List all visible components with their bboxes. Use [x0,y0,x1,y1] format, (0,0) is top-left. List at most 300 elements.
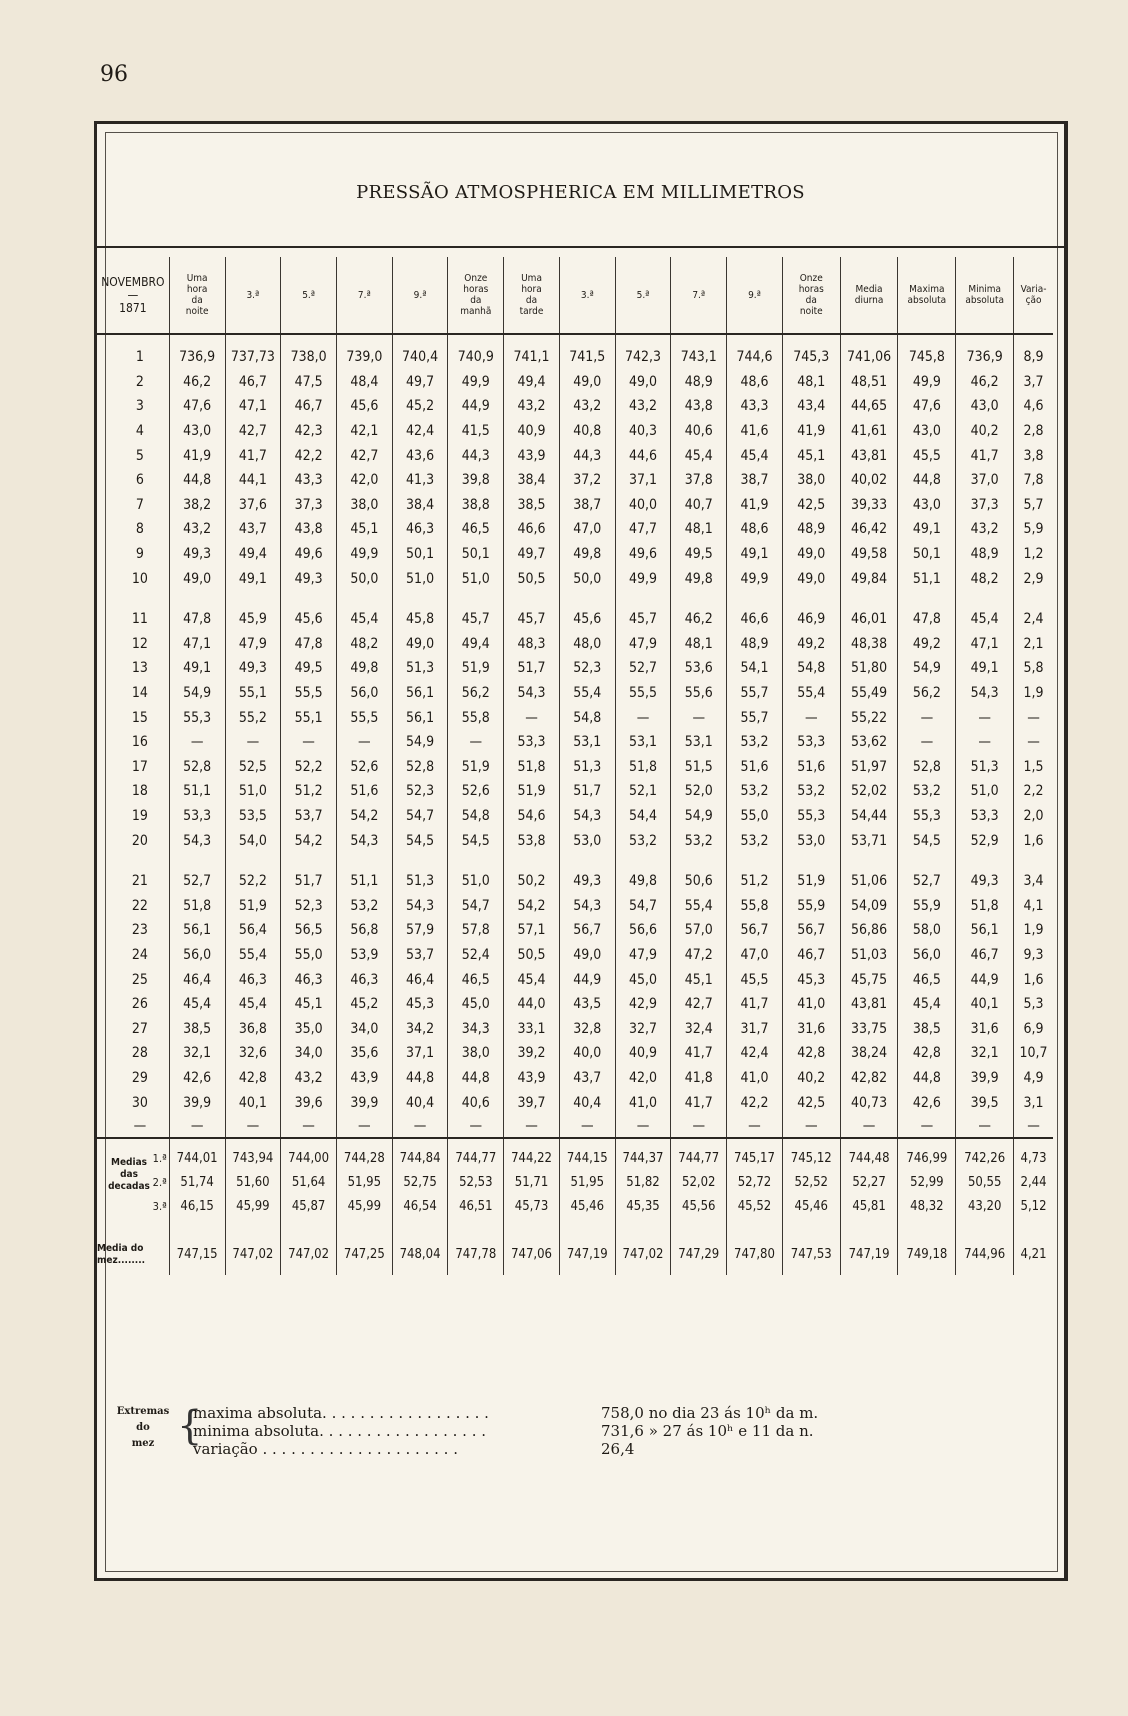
table-cell: 51,2 [727,869,783,894]
spacer-row [97,591,1053,607]
table-cell: 43,8 [281,517,337,542]
table-cell: 42,4 [392,419,448,444]
table-cell: 44,8 [392,1066,448,1091]
table-cell: 48,6 [727,517,783,542]
table-cell: 43,9 [504,443,560,468]
table-cell: 53,2 [727,730,783,755]
column-header: 9.ª [392,257,448,334]
table-cell: 7,8 [1014,468,1053,493]
table-cell: 4,73 [1014,1147,1053,1171]
table-cell: 40,0 [559,1041,615,1066]
table-row [97,345,1053,370]
table-cell: 56,7 [782,918,840,943]
table-cell: 40,02 [840,468,898,493]
table-cell: 51,8 [956,893,1014,918]
table-cell: 55,1 [225,681,281,706]
table-cell: 44,0 [504,992,560,1017]
table-cell: 56,1 [392,705,448,730]
table-cell: 51,3 [392,656,448,681]
table-cell: 53,8 [504,828,560,853]
table-cell: 46,54 [392,1195,448,1219]
table-cell: 749,18 [898,1235,956,1275]
table-cell: 40,4 [392,1090,448,1115]
table-cell: 6,9 [1014,1016,1053,1041]
table-cell: 38,0 [448,1041,504,1066]
row-label: 7 [135,496,144,513]
table-cell: 745,3 [782,345,840,370]
table-cell: 45,0 [615,967,671,992]
table-cell: 31,6 [956,1016,1014,1041]
table-cell: 41,0 [782,992,840,1017]
table-cell: 54,3 [336,828,392,853]
table-cell: 42,0 [336,468,392,493]
table-cell: 53,2 [727,828,783,853]
table-cell: — [169,730,225,755]
table-row [97,419,1053,444]
table-row [97,517,1053,542]
table-cell: 52,9 [956,828,1014,853]
table-cell: 38,0 [336,493,392,518]
table-cell: 50,1 [898,542,956,567]
table-cell: 55,1 [281,705,337,730]
table-cell: 52,2 [281,755,337,780]
table-cell: 51,60 [225,1171,281,1195]
table-cell: 2,4 [1014,607,1053,632]
table-cell: 1,9 [1014,681,1053,706]
table-cell: 1,6 [1014,967,1053,992]
row-label: 28 [131,1045,148,1062]
table-cell: 52,3 [559,656,615,681]
table-cell: 39,9 [956,1066,1014,1091]
table-cell: 5,8 [1014,656,1053,681]
row-label: 3.ª [152,1200,167,1214]
table-cell: 45,2 [336,992,392,1017]
table-row [97,918,1053,943]
table-cell: 53,62 [840,730,898,755]
table-cell: 746,99 [898,1147,956,1171]
table-cell: 32,4 [671,1016,727,1041]
row-label: 3 [135,398,144,415]
table-cell: 35,0 [281,1016,337,1041]
table-cell: 744,84 [392,1147,448,1171]
table-cell: 53,2 [336,893,392,918]
table-cell: 52,7 [898,869,956,894]
row-label: 18 [131,783,148,800]
table-cell: 54,0 [225,828,281,853]
table-cell: 52,75 [392,1171,448,1195]
table-cell: 747,80 [727,1235,783,1275]
table-cell: 40,3 [615,419,671,444]
table-cell: 49,0 [559,943,615,968]
table-cell: 41,61 [840,419,898,444]
table-cell: 55,22 [840,705,898,730]
table-cell: 46,6 [504,517,560,542]
table-title: PRESSÃO ATMOSPHERICA EM MILLIMETROS [356,182,805,203]
row-label: 14 [131,685,148,702]
table-cell: 49,7 [392,370,448,395]
extremes-variation-value: 26,4 [601,1440,635,1458]
table-cell: 46,2 [671,607,727,632]
table-cell: 53,3 [169,804,225,829]
table-cell: 46,2 [169,370,225,395]
table-cell: 49,9 [727,566,783,591]
table-cell: 39,6 [281,1090,337,1115]
table-cell: 46,7 [956,943,1014,968]
table-cell: 46,7 [225,370,281,395]
table-cell: 48,4 [336,370,392,395]
table-cell: 45,35 [615,1195,671,1219]
table-row [97,632,1053,657]
table-cell: 43,7 [559,1066,615,1091]
table-cell: 51,3 [559,755,615,780]
table-cell: — [225,730,281,755]
table-cell: 39,5 [956,1090,1014,1115]
table-cell: 48,1 [782,370,840,395]
table-cell: 45,87 [281,1195,337,1219]
table-cell: 744,28 [336,1147,392,1171]
table-cell: 45,4 [504,967,560,992]
table-cell: 49,0 [559,370,615,395]
table-cell: 1,5 [1014,755,1053,780]
table-cell: 54,4 [615,804,671,829]
table-cell: 42,2 [727,1090,783,1115]
table-cell: 50,5 [504,566,560,591]
table-cell: 54,9 [671,804,727,829]
table-cell: 56,1 [392,681,448,706]
table-cell: 43,20 [956,1195,1014,1219]
table-cell: 51,64 [281,1171,337,1195]
table-cell: 44,9 [559,967,615,992]
table-cell: 42,8 [782,1041,840,1066]
table-cell: 48,9 [956,542,1014,567]
table-cell: 38,24 [840,1041,898,1066]
table-cell: 53,1 [615,730,671,755]
table-cell: 41,9 [782,419,840,444]
table-cell: 51,95 [336,1171,392,1195]
table-cell: 51,1 [898,566,956,591]
decade-mean-row [97,1147,1053,1171]
table-cell: — [336,730,392,755]
table-cell: 745,12 [782,1147,840,1171]
table-cell: 55,7 [727,681,783,706]
table-cell: 33,1 [504,1016,560,1041]
table-cell: 744,77 [448,1147,504,1171]
table-row [97,1016,1053,1041]
table-cell: 42,5 [782,1090,840,1115]
table-cell: 46,3 [281,967,337,992]
table-cell: 46,15 [169,1195,225,1219]
table-cell: 42,7 [225,419,281,444]
table-cell: 47,9 [225,632,281,657]
table-cell: 51,0 [225,779,281,804]
table-cell: 48,0 [559,632,615,657]
table-cell: 54,09 [840,893,898,918]
table-cell: 34,3 [448,1016,504,1041]
table-cell: 52,8 [898,755,956,780]
table-cell: 53,3 [782,730,840,755]
table-cell: 43,0 [956,394,1014,419]
table-cell: 2,8 [1014,419,1053,444]
table-cell: 38,0 [782,468,840,493]
table-cell: 48,9 [671,370,727,395]
table-cell: 738,0 [281,345,337,370]
table-cell: 55,7 [727,705,783,730]
table-cell: 40,1 [956,992,1014,1017]
table-cell: — [615,705,671,730]
table-cell: 51,3 [956,755,1014,780]
table-cell: 51,9 [448,656,504,681]
table-cell: 52,99 [898,1171,956,1195]
table-cell: — [336,1115,392,1138]
row-label: 13 [131,660,148,677]
table-row [97,705,1053,730]
table-cell: 55,4 [671,893,727,918]
table-cell: 32,7 [615,1016,671,1041]
table-cell: 56,5 [281,918,337,943]
table-cell: 45,1 [281,992,337,1017]
table-cell: 54,9 [392,730,448,755]
row-label: 23 [131,922,148,939]
month-mean-row [97,1235,1053,1275]
table-cell: 54,7 [448,893,504,918]
table-cell: 43,6 [392,443,448,468]
table-cell: 41,6 [727,419,783,444]
table-cell: 42,9 [615,992,671,1017]
table-cell: 747,02 [281,1235,337,1275]
table-cell: 49,1 [225,566,281,591]
table-cell: 55,8 [448,705,504,730]
table-cell: 49,1 [956,656,1014,681]
table-cell: 744,37 [615,1147,671,1171]
table-cell: — [782,705,840,730]
table-cell: 47,5 [281,370,337,395]
table-cell: 47,0 [727,943,783,968]
table-cell: 51,82 [615,1171,671,1195]
table-cell: 55,2 [225,705,281,730]
table-cell: 53,2 [782,779,840,804]
table-cell: 43,81 [840,443,898,468]
table-cell: 744,96 [956,1235,1014,1275]
table-cell: 50,2 [504,869,560,894]
table-cell: 40,2 [956,419,1014,444]
table-cell: 54,8 [782,656,840,681]
table-cell: 42,6 [169,1066,225,1091]
table-cell: 5,3 [1014,992,1053,1017]
row-label: 4 [135,423,144,440]
table-cell: 1,6 [1014,828,1053,853]
table-cell: 55,3 [898,804,956,829]
table-cell: 44,9 [448,394,504,419]
extremes-max-value: 758,0 no dia 23 ás 10ʰ da m. [601,1404,819,1422]
table-cell: 3,1 [1014,1090,1053,1115]
row-label: 15 [131,709,148,726]
table-cell: 45,4 [225,992,281,1017]
column-header: Onze horas da manhã [448,257,504,334]
table-cell: 41,7 [225,443,281,468]
row-label: — [133,1117,147,1134]
table-cell: 744,01 [169,1147,225,1171]
column-header: Varia- ção [1014,257,1053,334]
table-cell: 49,9 [615,566,671,591]
table-cell: — [225,1115,281,1138]
table-cell: 43,2 [615,394,671,419]
table-cell: 747,19 [559,1235,615,1275]
table-cell: 37,1 [615,468,671,493]
table-cell: 51,6 [336,779,392,804]
table-cell: 43,7 [225,517,281,542]
table-cell: 739,0 [336,345,392,370]
table-cell: 53,7 [281,804,337,829]
table-cell: 736,9 [956,345,1014,370]
table-cell: 54,3 [504,681,560,706]
table-cell: 44,8 [898,468,956,493]
table-cell: 38,2 [169,493,225,518]
table-cell: 40,7 [671,493,727,518]
table-cell: 47,1 [956,632,1014,657]
table-cell: 54,5 [898,828,956,853]
table-cell: 52,27 [840,1171,898,1195]
table-cell: 52,8 [392,755,448,780]
table-cell: 55,3 [169,705,225,730]
table-row [97,493,1053,518]
table-row [97,1066,1053,1091]
table-cell: 46,5 [898,967,956,992]
table-cell: 56,7 [559,918,615,943]
table-cell: 43,0 [898,419,956,444]
table-cell: 51,95 [559,1171,615,1195]
table-cell: 56,8 [336,918,392,943]
table-cell: 53,0 [782,828,840,853]
table-cell: 51,9 [782,869,840,894]
table-row [97,656,1053,681]
table-cell: 50,1 [392,542,448,567]
table-cell: 52,8 [169,755,225,780]
table-cell: 49,0 [782,542,840,567]
table-cell: 42,7 [336,443,392,468]
table-cell: 51,0 [448,566,504,591]
table-row [97,1090,1053,1115]
table-cell: 45,9 [225,607,281,632]
table-cell: 38,5 [169,1016,225,1041]
table-row [97,804,1053,829]
table-cell: 49,58 [840,542,898,567]
column-header: Maxima absoluta [898,257,956,334]
extremes-min-label: minima absoluta. . . . . . . . . . . . . . . . . . [193,1422,486,1440]
table-cell: 37,6 [225,493,281,518]
table-cell: 53,2 [615,828,671,853]
table-cell: 46,01 [840,607,898,632]
spacer-row [97,853,1053,869]
table-cell: 53,9 [336,943,392,968]
table-cell: 49,9 [898,370,956,395]
table-cell: 47,9 [615,943,671,968]
table-cell: 747,02 [225,1235,281,1275]
table-cell: 4,9 [1014,1066,1053,1091]
table-cell: 54,7 [392,804,448,829]
table-cell: 52,2 [225,869,281,894]
table-cell: — [281,1115,337,1138]
table-cell: 38,7 [727,468,783,493]
table-cell: 46,5 [448,517,504,542]
table-cell: 42,5 [782,493,840,518]
table-row [97,967,1053,992]
table-cell: 49,1 [898,517,956,542]
table-cell: 37,3 [281,493,337,518]
table-cell: 39,9 [169,1090,225,1115]
table-cell: 51,71 [504,1171,560,1195]
table-cell: 47,8 [281,632,337,657]
header-row [97,257,1053,334]
table-cell: 54,3 [559,804,615,829]
table-cell: 54,9 [169,681,225,706]
table-cell: — [898,1115,956,1138]
table-cell: 747,53 [782,1235,840,1275]
row-label: 26 [131,996,148,1013]
table-cell: 748,04 [392,1235,448,1275]
table-cell: 45,1 [782,443,840,468]
table-cell: 43,2 [281,1066,337,1091]
table-cell: 41,7 [671,1090,727,1115]
table-cell: 45,4 [671,443,727,468]
table-cell: 1,9 [1014,918,1053,943]
table-cell: 45,6 [559,607,615,632]
table-cell: 49,7 [504,542,560,567]
table-cell: 50,55 [956,1171,1014,1195]
table-cell: 49,3 [169,542,225,567]
table-row [97,943,1053,968]
table-cell: 51,1 [169,779,225,804]
table-cell: 48,9 [727,632,783,657]
table-cell: 3,8 [1014,443,1053,468]
table-cell: 49,3 [956,869,1014,894]
table-cell: 37,8 [671,468,727,493]
table-cell: 37,1 [392,1041,448,1066]
table-cell: 53,3 [504,730,560,755]
table-cell: 46,42 [840,517,898,542]
column-header: Media diurna [840,257,898,334]
table-cell: — [956,730,1014,755]
table-cell: 747,78 [448,1235,504,1275]
table-cell: 5,7 [1014,493,1053,518]
table-cell: 53,71 [840,828,898,853]
row-label: 10 [131,570,148,587]
table-row [97,992,1053,1017]
table-cell: 47,8 [169,607,225,632]
table-cell: 46,5 [448,967,504,992]
table-cell: 49,0 [169,566,225,591]
table-cell: 53,3 [956,804,1014,829]
table-cell: 52,1 [615,779,671,804]
table-cell: 747,29 [671,1235,727,1275]
table-row [97,566,1053,591]
table-cell: 51,7 [281,869,337,894]
table-cell: 51,7 [504,656,560,681]
table-cell: 40,0 [615,493,671,518]
column-header: 5.ª [615,257,671,334]
table-cell: 45,3 [392,992,448,1017]
table-cell: 44,8 [898,1066,956,1091]
table-cell: 2,44 [1014,1171,1053,1195]
table-cell: 10,7 [1014,1041,1053,1066]
row-label: 6 [135,472,144,489]
table-cell: 53,0 [559,828,615,853]
table-cell: 53,1 [671,730,727,755]
table-row [97,370,1053,395]
table-cell: 51,5 [671,755,727,780]
table-cell: 744,22 [504,1147,560,1171]
row-label: 17 [131,758,148,775]
row-label: 8 [135,521,144,538]
